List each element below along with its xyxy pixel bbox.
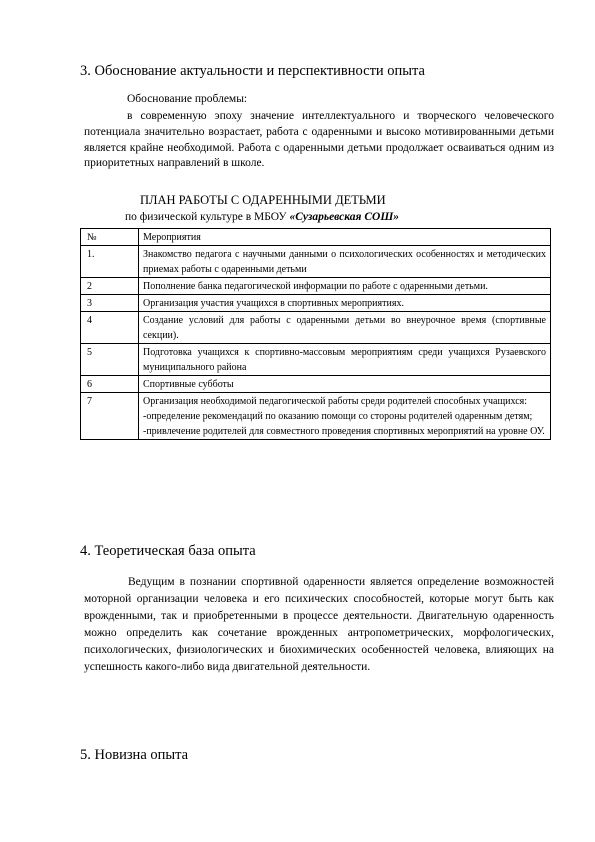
row-num: 5 (81, 344, 139, 376)
section-5-heading: 5. Новизна опыта (80, 747, 189, 763)
table-row (81, 295, 551, 312)
header-num: № (81, 229, 139, 246)
row-text: Создание условий для работы с одаренными детьми во внеурочное время (спортивные секции). (139, 312, 551, 344)
table-row (81, 312, 551, 344)
row-text: Пополнение банка педагогической информации по работе с одаренными детьми. (139, 278, 551, 295)
row-num: 4 (81, 312, 139, 344)
row-num: 2 (81, 278, 139, 295)
plan-title: ПЛАН РАБОТЫ С ОДАРЕННЫМИ ДЕТЬМИ (140, 193, 386, 207)
row-text: Знакомство педагога с научными данными о психологических особенностях и методических приемах работы с одаренными детьми (139, 246, 551, 278)
row-text-sub-2: -привлечение родителей для совместного проведения спортивных мероприятий на уровне ОУ. (143, 426, 545, 437)
row-num: 3 (81, 295, 139, 312)
row-text: Спортивные субботы (139, 376, 551, 393)
row-num: 1. (81, 246, 139, 278)
row-text-sub-1: -определение рекомендаций по оказанию помощи со стороны родителей одаренным детям; (143, 411, 533, 422)
table-row (81, 376, 551, 393)
table-row (81, 344, 551, 376)
problem-paragraph: в современную эпоху значение интеллектуального и творческого человеческого потенциала значительно возрастает, работа с одаренными и высоко мотивированными детьми является крайне необходимой. Работа с одаренными детьми продолжает осваиваться одним из приоритетных направлений в школе. (84, 110, 554, 170)
table-row (81, 246, 551, 278)
theory-paragraph: Ведущим в познании спортивной одаренности является определение возможностей моторной организации человека и его психических способностей, которые могут быть как врожденными, так и приобретенными в процессе деятельности. Двигательную одаренность можно определить как сочетание врожденных антропометрических, морфологических, психологических, физиологических и биохимических особенностей человека, влияющих на успешность какого-либо вида двигательной деятельности. (84, 576, 554, 673)
plan-subtitle-school: «Сузарьевская СОШ» (289, 211, 400, 223)
row-text-main: Организация необходимой педагогической работы среди родителей способных учащихся: (143, 396, 528, 407)
section-3-heading: 3. Обоснование актуальности и перспективности опыта (80, 63, 425, 79)
problem-title: Обоснование проблемы: (127, 93, 248, 105)
section-4-heading: 4. Теоретическая база опыта (80, 543, 256, 559)
row-num: 7 (81, 393, 139, 440)
table-row (81, 393, 551, 440)
plan-subtitle-prefix: по физической культуре в МБОУ (125, 211, 290, 223)
row-text: Подготовка учащихся к спортивно-массовым мероприятиям среди учащихся Рузаевского муниципального района (139, 344, 551, 376)
row-num: 6 (81, 376, 139, 393)
table-header-row (81, 229, 551, 246)
header-activity: Мероприятия (139, 229, 551, 246)
plan-table (80, 228, 551, 440)
row-text: Организация участия учащихся в спортивных мероприятиях. (139, 295, 551, 312)
row-text (139, 393, 551, 440)
plan-subtitle (125, 210, 485, 225)
table-row (81, 278, 551, 295)
